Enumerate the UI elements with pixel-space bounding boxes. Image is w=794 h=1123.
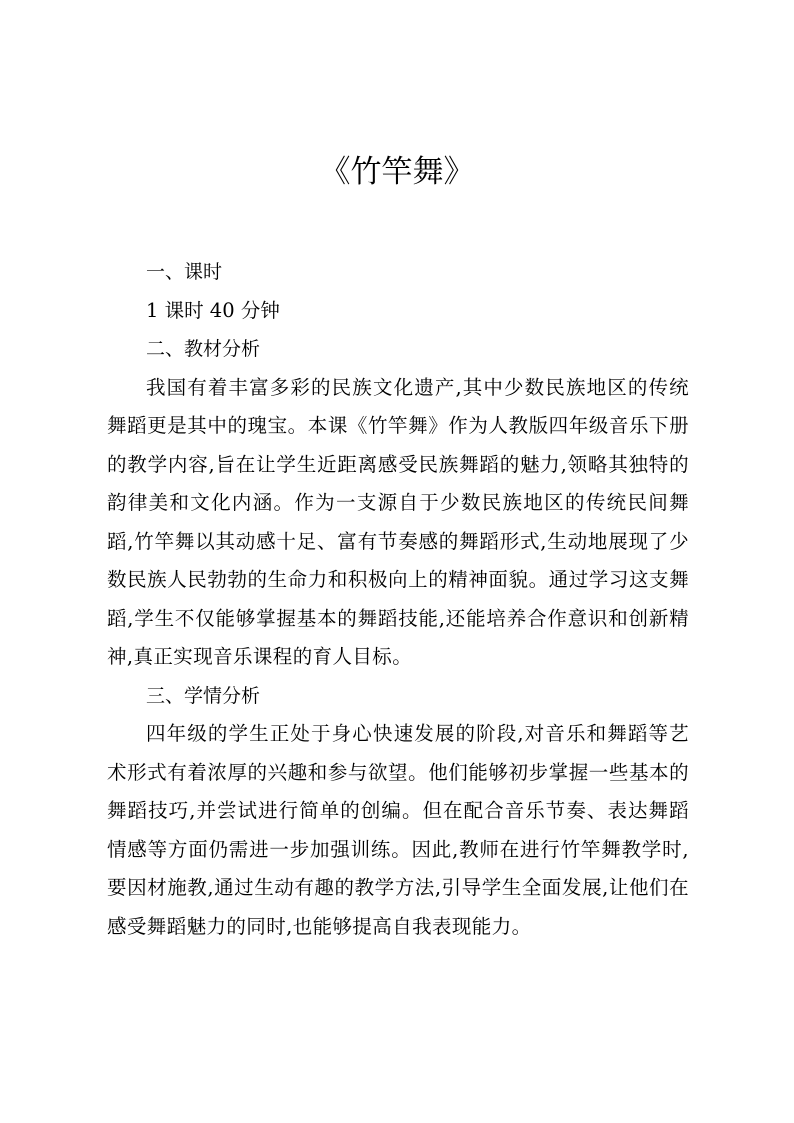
student-analysis-paragraph: 四年级的学生正处于身心快速发展的阶段,对音乐和舞蹈等艺术形式有着浓厚的兴趣和参与欲望。他们能够初步掌握一些基本的舞蹈技巧,并尝试进行简单的创编。但在配合音乐节奏、表达舞蹈情感等方面仍需进一步加强训练。因此,教师在进行竹竿舞教学时,要因材施教,通过生动有趣的教学方法,引导学生全面发展,让他们在感受舞蹈魅力的同时,也能够提高自我表现能力。 (107, 722, 689, 938)
section-heading-class-hours: 一、课时 (146, 261, 223, 283)
class-hours-text: 1 课时 40 分钟 (146, 298, 280, 322)
document-title: 《竹竿舞》 (319, 154, 475, 190)
section-heading-textbook-analysis: 二、教材分析 (146, 338, 261, 360)
textbook-analysis-paragraph: 我国有着丰富多彩的民族文化遗产,其中少数民族地区的传统舞蹈更是其中的瑰宝。本课《竹竿舞》作为人教版四年级音乐下册的教学内容,旨在让学生近距离感受民族舞蹈的魅力,领略其独特的韵律美和文化内涵。作为一支源自于少数民族地区的传统民间舞蹈,竹竿舞以其动感十足、富有节奏感的舞蹈形式,生动地展现了少数民族人民勃勃的生命力和积极向上的精神面貌。通过学习这支舞蹈,学生不仅能够掌握基本的舞蹈技能,还能培养合作意识和创新精神,真正实现音乐课程的育人目标。 (107, 375, 689, 668)
section-heading-student-analysis: 三、学情分析 (146, 684, 261, 707)
document-body (107, 253, 689, 946)
